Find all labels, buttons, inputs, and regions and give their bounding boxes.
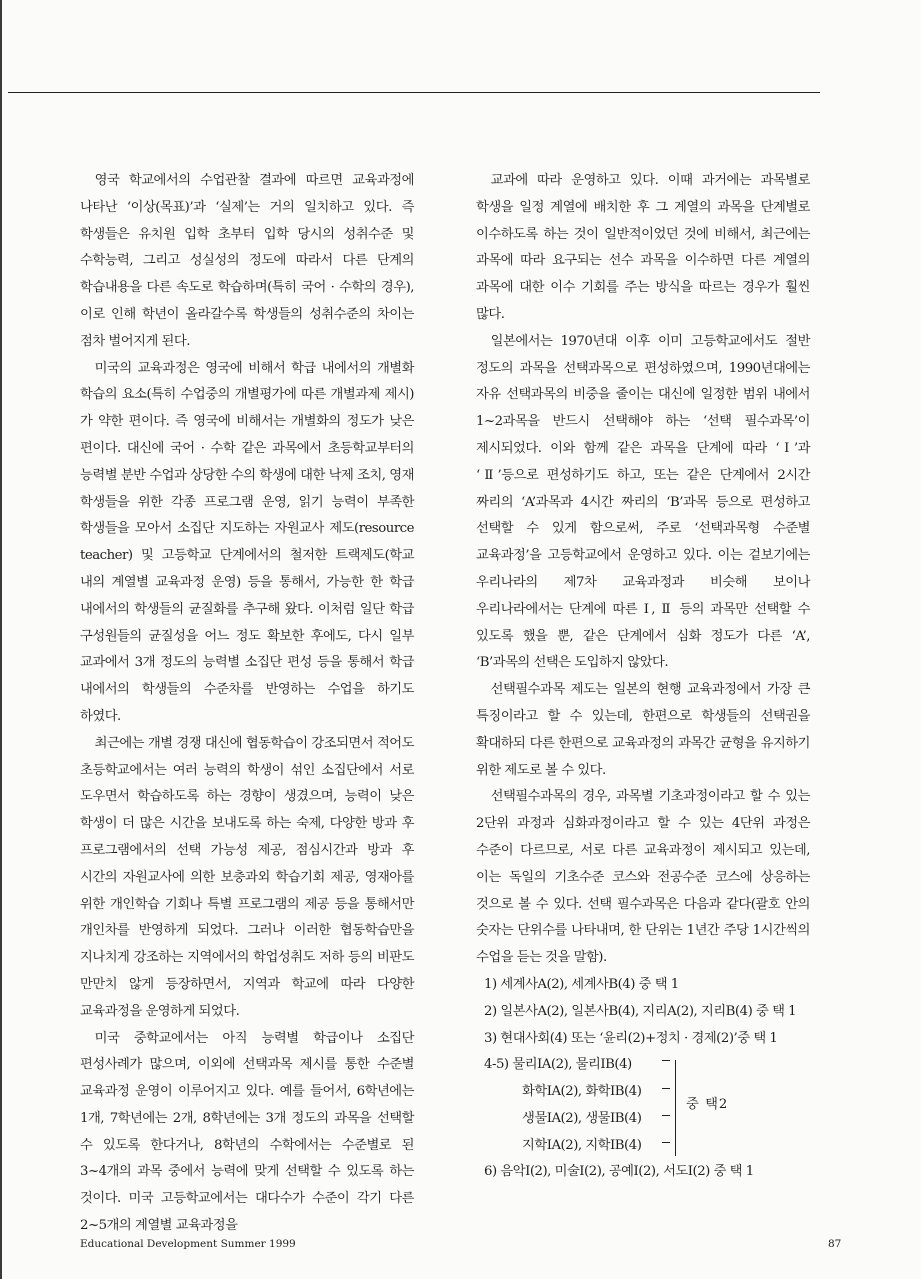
page-left-edge <box>0 0 2 1279</box>
science-choice-group <box>476 1052 810 1159</box>
bracket-tick <box>662 1115 670 1116</box>
left-column <box>80 168 414 1240</box>
left-paragraph-2: 미국의 교육과정은 영국에 비해서 학급 내에서의 개별화 학습의 요소(특히 수업중의 개별평가에 따른 개별과제 제시)가 약한 편이다. 즉 영국에 비해서는 개별화의 정도가 낮은 편이다. 대신에 국어 · 수학 같은 과목에서 초등학교부터의 능력별 분반 수업과 상당한 수의 학생에 대한 낙제 조치, 영재 학생들을 위한 각종 프로그램 운영, 읽기 능력이 부족한 학생들을 모아서 소집단 지도하는 자원교사 제도(resource teacher) 및 고등학교 단계에서의 철저한 트랙제도(학교 내의 계열별 교육과정 운영) 등을 통해서, 가능한 한 학급 내에서의 학생들의 균질화를 추구해 왔다. 이처럼 일단 학급 구성원들의 균질성을 어느 정도 확보한 후에도, 다시 일부 교과에서 3개 정도의 능력별 소집단 편성 등을 통해서 학급 내에서의 학생들의 수준차를 반영하는 수업을 하기도 하였다. <box>80 360 414 724</box>
science-option: 화학ⅠA(2), 화학ⅠB(4) <box>522 1084 642 1100</box>
science-option: 지학ⅠA(2), 지학ⅠB(4) <box>522 1137 642 1153</box>
group-lead: 4-5) <box>484 1057 509 1073</box>
list-item: 2) 일본사A(2), 일본사B(4), 지리A(2), 지리B(4) 중 택 1 <box>484 1003 797 1019</box>
bracket-tick <box>662 1088 670 1089</box>
right-column <box>476 168 810 1186</box>
page-number: 87 <box>828 1238 842 1250</box>
list-item: 3) 현대사회(4) 또는 ‘윤리(2)+정치 · 경제(2)’중 택 1 <box>484 1030 778 1046</box>
left-paragraph-1: 영국 학교에서의 수업관찰 결과에 따르면 교육과정에 나타난 ‘이상(목표)’과 ‘실제’는 거의 일치하고 있다. 즉 학생들은 유치원 입학 초부터 입학 당시의 성취수준 및 수학능력, 그리고 성실성의 정도에 따라서 다른 단계의 학습내용을 다른 속도로 학습하며(특히 국어 · 수학의 경우), 이로 인해 학년이 올라갈수록 학생들의 성취수준의 차이는 점차 벌어지게 된다. <box>80 173 414 349</box>
science-option: 생물ⅠA(2), 생물ⅠB(4) <box>522 1110 642 1126</box>
group-bracket <box>669 1060 676 1156</box>
science-option: 물리ⅠA(2), 물리ⅠB(4) <box>512 1057 632 1073</box>
choose-two-label: 중 택2 <box>686 1097 729 1113</box>
bracket-tick <box>662 1142 670 1143</box>
right-paragraph-1: 교과에 따라 운영하고 있다. 이때 과거에는 과목별로 학생을 일정 계열에 배치한 후 그 계열의 과목을 단계별로 이수하도록 하는 것이 일반적이었던 것에 비해서, 최근에는 과목에 따라 요구되는 선수 과목을 이수하면 다른 계열의 과목에 대한 이수 기회를 주는 방식을 따르는 경우가 훨씬 많다. <box>476 173 810 322</box>
left-paragraph-3: 최근에는 개별 경쟁 대신에 협동학습이 강조되면서 적어도 초등학교에서는 여러 능력의 학생이 섞인 소집단에서 서로 도우면서 학습하도록 하는 경향이 생겼으며, 능력이 낮은 학생이 더 많은 시간을 보내도록 하는 숙제, 다양한 방과 후 프로그램에서의 선택 가능성 제공, 점심시간과 방과 후 시간의 자원교사에 의한 보충과외 학습기회 제공, 영재아를 위한 개인학습 기회나 특별 프로그램의 제공 등을 통해서만 개인차를 반영하게 되었다. 그러나 이러한 협동학습만을 지나치게 강조하는 지역에서의 학업성취도 저하 등의 비판도 만만치 않게 등장하면서, 지역과 학교에 따라 다양한 교육과정을 운영하게 되었다. <box>80 735 414 1019</box>
right-paragraph-2: 일본에서는 1970년대 이후 이미 고등학교에서도 절반 정도의 과목을 선택과목으로 편성하였으며, 1990년대에는 자유 선택과목의 비중을 줄이는 대신에 일정한 범위 내에서 1~2과목을 반드시 선택해야 하는 ‘선택 필수과목’이 제시되었다. 이와 함께 같은 과목을 단계에 따라 ‘Ⅰ’과 ‘Ⅱ’등으로 편성하기도 하고, 또는 같은 단계에서 2시간 짜리의 ‘A’과목과 4시간 짜리의 ‘B’과목 등으로 편성하고 선택할 수 있게 함으로써, 주로 ‘선택과목형 수준별 교육과정’을 고등학교에서 운영하고 있다. 이는 겉보기에는 우리나라의 제7차 교육과정과 비슷해 보이나 우리나라에서는 단계에 따른 Ⅰ, Ⅱ 등의 과목만 선택할 수 있도록 했을 뿐, 같은 단계에서 심화 정도가 다른 ‘A’, ‘B’과목의 선택은 도입하지 않았다. <box>476 333 810 671</box>
header-rule <box>8 92 820 93</box>
right-paragraph-4: 선택필수과목의 경우, 과목별 기초과정이라고 할 수 있는 2단위 과정과 심화과정이라고 할 수 있는 4단위 과정은 수준이 다르므로, 서로 다른 교육과정이 제시되고 있는데, 이는 독일의 기초수준 코스와 전공수준 코스에 상응하는 것으로 볼 수 있다. 선택 필수과목은 다음과 같다(괄호 안의 숫자는 단위수를 나타내며, 한 단위는 1년간 주당 1시간씩의 수업을 듣는 것을 말함). <box>476 789 810 966</box>
list-item: 1) 세계사A(2), 세계사B(4) 중 택 1 <box>484 976 679 992</box>
science-row <box>476 1052 810 1079</box>
left-paragraph-4: 미국 중학교에서는 아직 능력별 학급이나 소집단 편성사례가 많으며, 이외에 선택과목 제시를 통한 수준별 교육과정 운영이 이루어지고 있다. 예를 들어서, 6학년에는 1개, 7학년에는 2개, 8학년에는 3개 정도의 과목을 선택할 수 있도록 한다거나, 8학년의 수학에서는 수준별로 된 3~4개의 과목 중에서 능력에 맞게 선택할 수 있도록 하는 것이다. 미국 고등학교에서는 대다수가 수준이 각기 다른 2~5개의 계열별 교육과정을 <box>80 1030 414 1234</box>
bracket-tick <box>662 1060 670 1061</box>
footer-journal: Educational Development Summer 1999 <box>80 1238 296 1250</box>
list-item: 6) 음악Ⅰ(2), 미술Ⅰ(2), 공예Ⅰ(2), 서도Ⅰ(2) 중 택 1 <box>484 1164 754 1180</box>
right-paragraph-3: 선택필수과목 제도는 일본의 현행 교육과정에서 가장 큰 특징이라고 할 수 있는데, 한편으로 학생들의 선택권을 확대하되 다른 한편으로 교육과정의 과목간 균형을 유지하기 위한 제도로 볼 수 있다. <box>476 682 810 778</box>
